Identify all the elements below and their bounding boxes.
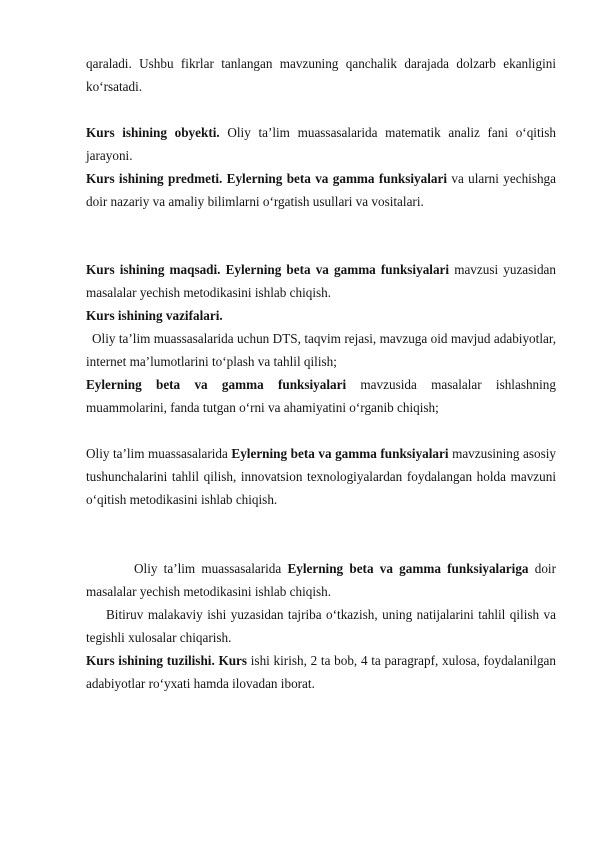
heading-object: Kurs ishining obyekti. (86, 125, 220, 140)
text-structure: ishi kirish, 2 ta bob, 4 ta paragrapf, xulosa, foydalanilgan adabiyotlar ro‘yxati hamda ilovadan iborat. (86, 653, 556, 691)
heading-subject: Kurs ishining predmeti. Eylerning beta va gamma funksiyalari (86, 171, 448, 186)
paragraph-task-1: Oliy ta’lim muassasalarida uchun DTS, taqvim rejasi, mavzuga oid mavjud adabiyotlar, internet ma’lumotlarini to‘plash va tahlil qilish; (86, 331, 556, 369)
paragraph-task-2 (86, 373, 556, 419)
paragraph-structure (86, 649, 556, 695)
text-object: Oliy ta’lim muassasalarida matematik analiz fani o‘qitish jarayoni. (86, 125, 557, 163)
paragraph-object (86, 121, 556, 167)
heading-task-4: Eylerning beta va gamma funksiyalariga (287, 561, 529, 576)
paragraph-goal (86, 258, 556, 304)
text-task-3: mavzusining asosiy tushunchalarini tahlil qilish, innovatsion texnologiyalardan foydalangan holda mavzuni o‘qitish metodikasini ishlab chiqish. (86, 446, 556, 507)
paragraph-task-4 (86, 557, 556, 603)
heading-task-2: Eylerning beta va gamma funksiyalari (86, 377, 347, 392)
text-task-4-start: Oliy ta’lim muassasalarida (134, 561, 288, 576)
text-subject: va ularni yechishga doir nazariy va amaliy bilimlarni o‘rgatish usullari va vositalari. (86, 171, 556, 209)
heading-tasks: Kurs ishining vazifalari. (86, 308, 223, 323)
heading-task-3: Eylerning beta va gamma funksiyalari (231, 446, 449, 461)
paragraph-task-3 (86, 442, 556, 511)
paragraph-subject (86, 167, 556, 213)
text-task-4: doir masalalar yechish metodikasini ishlab chiqish. (86, 561, 556, 599)
paragraph-tasks-heading (86, 304, 556, 327)
text-task-2: mavzusida masalalar ishlashning muammolarini, fanda tutgan o‘rni va ahamiyatini o‘rganib chiqish; (86, 377, 556, 415)
heading-structure: Kurs ishining tuzilishi. Kurs (86, 653, 248, 668)
text-task-3-start: Oliy ta’lim muassasalarida (86, 446, 232, 461)
heading-goal: Kurs ishining maqsadi. Eylerning beta va gamma funksiyalari (86, 262, 450, 277)
text-goal: mavzusi yuzasidan masalalar yechish metodikasini ishlab chiqish. (86, 262, 556, 300)
paragraph-task-5: Bitiruv malakaviy ishi yuzasidan tajriba o‘tkazish, uning natijalarini tahlil qilish va tegishli xulosalar chiqarish. (86, 607, 556, 645)
paragraph-intro-end: qaraladi. Ushbu fikrlar tanlangan mavzuning qanchalik darajada dolzarb ekanligini ko‘rsatadi. (86, 56, 556, 94)
